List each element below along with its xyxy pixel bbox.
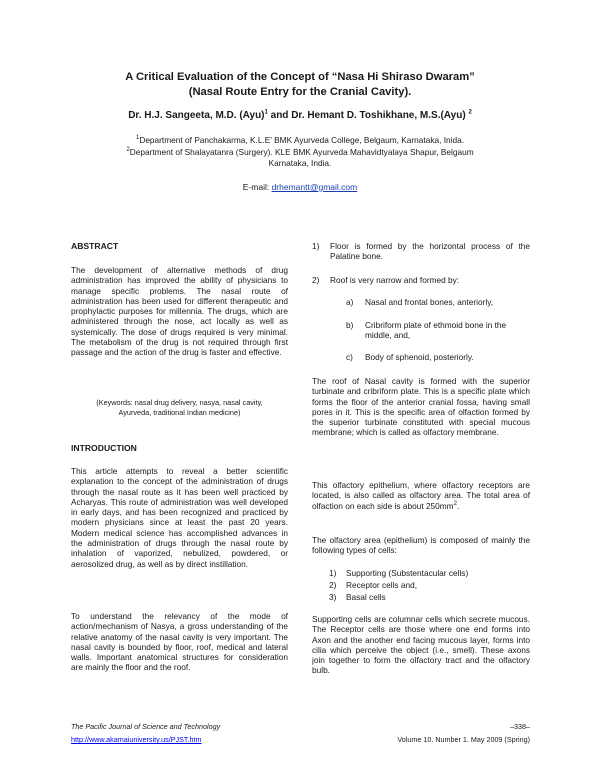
- right-para-2-end: .: [456, 500, 460, 511]
- affiliation-1: [80, 135, 520, 147]
- affiliation-2-text: Department of Shalayatanra (Surgery). KLE BMK Ayurveda Mahavidtyalaya Shapur, Belgaum: [129, 146, 474, 157]
- cell-item-3-num: 3): [329, 592, 337, 602]
- introduction-heading: INTRODUCTION: [71, 443, 137, 453]
- right-para-3: The olfactory area (epithelium) is composed of mainly the following types of cells:: [312, 535, 530, 556]
- affiliations: [80, 135, 520, 170]
- affiliation-2-cont: Karnataka, India.: [268, 158, 332, 168]
- sub-item-a-label: a): [346, 297, 354, 307]
- right-para-1: The roof of Nasal cavity is formed with the superior turbinate and cribriform plate. This is a specific plate which forms the floor of the anterior cranial fossa, having small pores in it. This is the specific area of olfaction formed by the superior turbinate constituted with special mucous membrane; which is called as olfactory membrane.: [312, 376, 530, 438]
- cell-item-1-num: 1): [329, 568, 337, 578]
- right-para-4: Supporting cells are columnar cells which secrete mucous. The Receptor cells are those where one end forms into Axon and the another end facing mucous layer, forms into cilia which perceive the object (i.e., smell). These axons join together to form the olfactory tract and the olfactory bulb.: [312, 614, 530, 676]
- right-para-2-sup: 2: [453, 500, 457, 507]
- footer-page-number: –338–: [510, 722, 530, 731]
- title-line-2: (Nasal Route Entry for the Cranial Cavity).: [188, 86, 412, 98]
- abstract-body: The development of alternative methods of drug administration has improved the ability of physicians to manage specific problems. The nasal route of administration has been used for different therapeutic and prophylactic purposes for millennia. The drugs, which are administered through the nose, act locally as well as systemically. The dose of drugs required is very minimal. The metabolism of the drug is not required through first passage and the action of the drug is faster and effective.: [71, 265, 288, 358]
- right-para-2-text: This olfactory epithelium, where olfactory receptors are located, is also called as olfactory area. The total area of olfaction on each side is about 250mm: [312, 480, 530, 511]
- list-item-2-num: 2): [312, 275, 320, 285]
- sub-item-b-label: b): [346, 320, 354, 330]
- authors: [60, 109, 540, 122]
- right-para-2: [312, 480, 530, 511]
- paper-title: [60, 70, 540, 100]
- list-item-2: Roof is very narrow and formed by:: [330, 275, 460, 285]
- sub-item-c-label: c): [346, 352, 353, 362]
- introduction-para-1: This article attempts to reveal a better scientific explanation to the concept of the administration of drugs through the nasal route as it has been well practiced by Acharyas. This route of administration was well developed in early days, and has been recognized and practiced by modern physicians since at least the past 20 years. Modern medical science has accomplished advances in the administration of drugs through the nasal route by inhalation of vaporized, nebulized, powdered, or aerosolized drug, as well as by direct instillation.: [71, 466, 288, 569]
- footer-url[interactable]: http://www.akamaiuniversity.us/PJST.htm: [71, 735, 202, 744]
- cell-item-1: Supporting (Substentacular cells): [346, 568, 469, 578]
- affiliation-2-sup: 2: [126, 146, 130, 153]
- sub-item-a: Nasal and frontal bones, anteriorly,: [365, 297, 494, 307]
- author-and: and Dr. Hemant D. Toshikhane, M.S.(Ayu): [267, 110, 469, 121]
- affiliation-1-sup: 1: [135, 135, 140, 142]
- title-line-1: A Critical Evaluation of the Concept of “Nasa Hi Shiraso Dwaram”: [125, 71, 475, 83]
- footer-volume: Volume 10. Number 1. May 2009 (Spring): [397, 735, 530, 744]
- cell-item-3: Basal cells: [346, 592, 386, 602]
- affiliation-2: [80, 147, 520, 159]
- introduction-para-2: To understand the relevancy of the mode of action/mechanism of Nasya, a gross understanding of the relative anatomy of the nasal cavity is very important. The nasal cavity is bounded by floor, roof, medical and lateral walls. Important anatomical structures for consideration are mainly the floor and the roof.: [71, 611, 288, 673]
- list-item-1: Floor is formed by the horizontal process of the Palatine bone.: [330, 241, 530, 262]
- keywords-line-1: (Keywords: nasal drug delivery, nasya, nasal cavity,: [96, 398, 263, 407]
- author-2-sup: 2: [468, 109, 472, 116]
- list-item-1-num: 1): [312, 241, 320, 251]
- keywords-line-2: Ayurveda, traditional Indian medicine): [118, 407, 241, 417]
- author-1-sup: 1: [264, 109, 268, 116]
- affiliation-1-text: Department of Panchakarma, K.L.E’ BMK Ayurveda College, Belgaum, Karnataka, Inida.: [139, 135, 465, 145]
- keywords: [71, 398, 288, 417]
- footer-journal: The Pacific Journal of Science and Technology: [71, 722, 221, 731]
- author-1: Dr. H.J. Sangeeta, M.D. (Ayu): [128, 110, 265, 121]
- sub-item-b: Cribriform plate of ethmoid bone in the middle, and,: [365, 320, 507, 341]
- email-label: E-mail:: [242, 182, 272, 192]
- cell-item-2-num: 2): [329, 580, 337, 590]
- email-link[interactable]: drhemantt@gmail.com: [271, 182, 358, 192]
- abstract-heading: ABSTRACT: [71, 241, 119, 251]
- sub-item-c: Body of sphenoid, posteriorly.: [365, 352, 474, 362]
- cell-item-2: Receptor cells and,: [346, 580, 418, 590]
- email-line: [80, 182, 520, 192]
